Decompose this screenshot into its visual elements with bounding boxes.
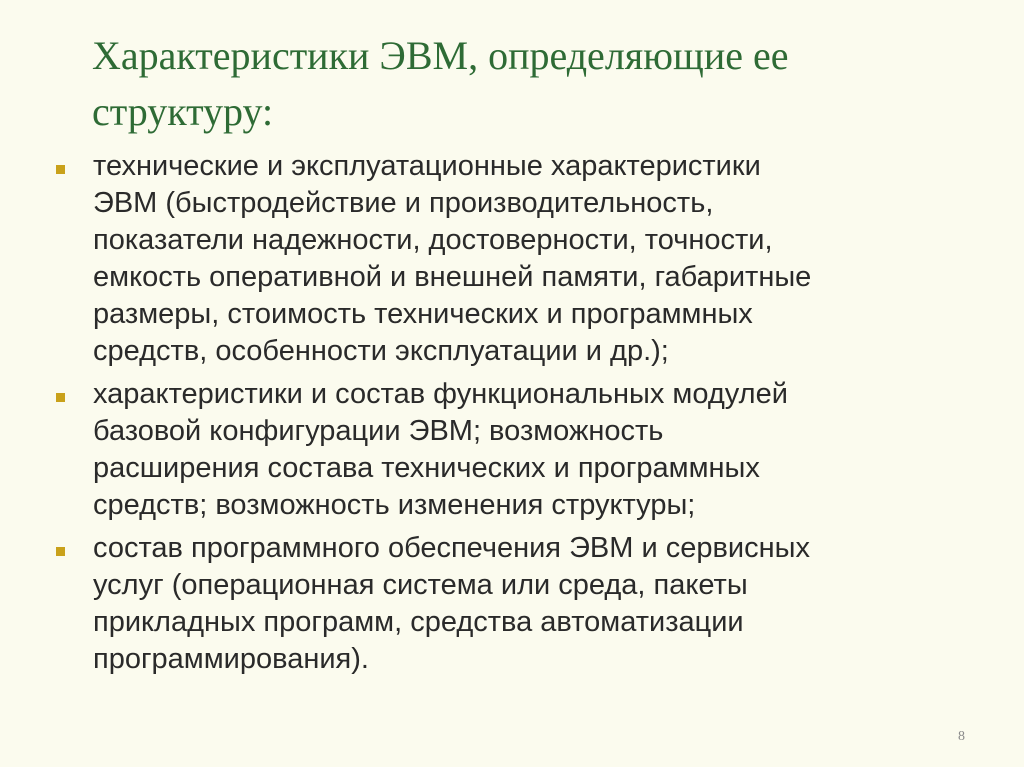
bullet-line: средств; возможность изменения структуры; xyxy=(93,489,696,521)
bullet-item-functional-modules xyxy=(56,376,956,524)
square-bullet-icon xyxy=(56,393,65,402)
bullet-line: характеристики и состав функциональных модулей xyxy=(93,378,788,410)
slide-title xyxy=(92,28,972,140)
bullet-line: размеры, стоимость технических и программных xyxy=(93,298,753,330)
bullet-line: ЭВМ (быстродействие и производительность, xyxy=(93,187,714,219)
slide-title-line-2: структуру: xyxy=(92,89,274,134)
slide-title-line-1: Характеристики ЭВМ, определяющие ее xyxy=(92,33,789,78)
bullet-line: емкость оперативной и внешней памяти, габаритные xyxy=(93,261,812,293)
bullet-line: услуг (операционная система или среда, пакеты xyxy=(93,569,748,601)
bullet-line: состав программного обеспечения ЭВМ и сервисных xyxy=(93,532,810,564)
square-bullet-icon xyxy=(56,547,65,556)
page-number: 8 xyxy=(958,729,965,744)
bullet-line: технические и эксплуатационные характеристики xyxy=(93,150,761,182)
bullet-line: программирования). xyxy=(93,643,369,675)
bullet-text xyxy=(93,530,956,678)
bullet-text xyxy=(93,148,956,370)
bullet-line: расширения состава технических и программных xyxy=(93,452,760,484)
bullet-line: средств, особенности эксплуатации и др.); xyxy=(93,335,669,367)
bullet-item-technical-characteristics xyxy=(56,148,956,370)
bullet-line: прикладных программ, средства автоматизации xyxy=(93,606,744,638)
bullet-line: базовой конфигурации ЭВМ; возможность xyxy=(93,415,664,447)
bullet-line: показатели надежности, достоверности, точности, xyxy=(93,224,773,256)
square-bullet-icon xyxy=(56,165,65,174)
bullet-list xyxy=(56,148,956,684)
bullet-item-software xyxy=(56,530,956,678)
bullet-text xyxy=(93,376,956,524)
